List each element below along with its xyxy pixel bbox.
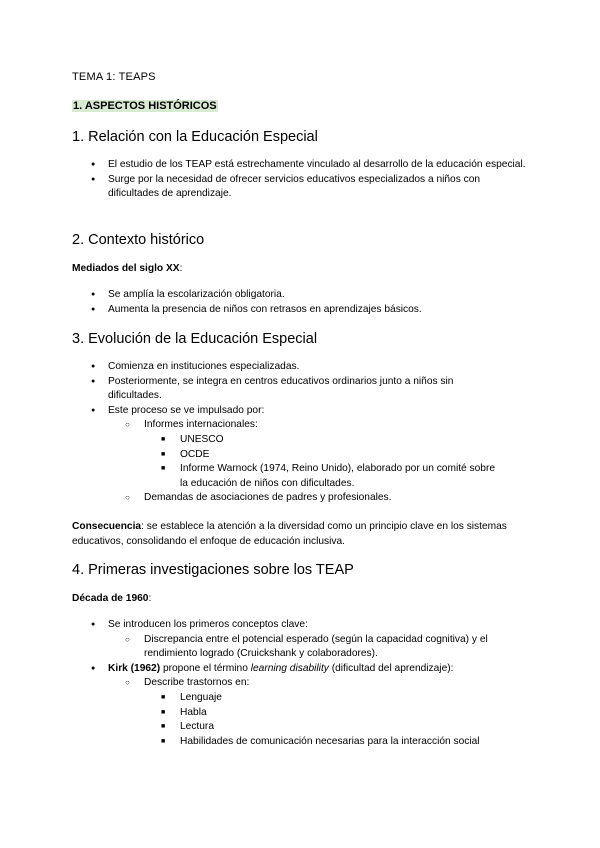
list-section-1 — [108, 158, 528, 202]
list-item-text: Posteriormente, se integra en centros educativos ordinarios junto a niños sin dificultades. — [108, 375, 454, 402]
sublist — [108, 676, 528, 749]
kirk-label: Kirk (1962) — [108, 662, 161, 674]
list-item — [108, 404, 498, 506]
subheading-2: Mediados del siglo XX: — [72, 263, 183, 274]
list-item — [108, 375, 498, 404]
sublist-item-text: Informes internacionales: — [144, 419, 258, 431]
list-item-text: Este proceso se ve impulsado por: — [108, 404, 265, 416]
sub-sublist-item: ■ Lenguaje — [180, 691, 528, 706]
list-item — [108, 662, 528, 750]
list-item — [108, 618, 528, 662]
sub-sublist-item: ■ UNESCO — [180, 433, 498, 448]
sub-sublist-item: ■ Informe Warnock (1974, Reino Unido), elaborado por un comité sobre la educación de niños con dificultades. — [180, 462, 498, 491]
subheading-4: Década de 1960: — [72, 593, 152, 604]
list-item: ● Aumenta la presencia de niños con retrasos en aprendizajes básicos. — [108, 303, 528, 318]
kirk-text-pre: propone el término — [160, 662, 251, 674]
list-item-text: Se introducen los primeros conceptos clave: — [108, 619, 308, 630]
sublist — [108, 418, 498, 506]
sublist-item-text: Describe trastornos en: — [144, 677, 250, 689]
list-item: ● Surge por la necesidad de ofrecer servicios educativos especializados a niños con dificultades de aprendizaje. — [108, 173, 528, 202]
list-item: ● El estudio de los TEAP está estrechamente vinculado al desarrollo de la educación especial. — [108, 158, 528, 173]
sub-sublist-item: ■ Habilidades de comunicación necesarias para la interacción social — [180, 735, 528, 750]
list-section-4 — [108, 618, 528, 749]
list-item-text: Comienza en instituciones especializadas. — [108, 361, 300, 372]
sublist-item — [144, 676, 528, 749]
sublist — [108, 633, 528, 662]
heading-2: 2. Contexto histórico — [72, 232, 205, 248]
sublist-item — [144, 491, 498, 506]
kirk-text-post: (dificultad del aprendizaje): — [328, 662, 454, 674]
sublist-item: ○ Discrepancia entre el potencial esperado (según la capacidad cognitiva) y el rendimiento logrado (Cruickshank y colaboradores). — [144, 633, 528, 662]
consecuencia-text: : se establece la atención a la diversidad como un principio clave en los sistemas educativos, consolidando el enfoque de educación inclusiva. — [72, 521, 507, 547]
doc-title: TEMA 1: TEAPS — [72, 71, 156, 83]
sublist-item-text: Demandas de asociaciones de padres y profesionales. — [144, 492, 392, 504]
heading-4: 4. Primeras investigaciones sobre los TEAP — [72, 562, 354, 578]
sub-sublist-item: ■ OCDE — [180, 448, 498, 463]
sub-sublist — [144, 433, 498, 491]
list-section-3 — [108, 360, 498, 506]
list-section-2 — [108, 288, 528, 317]
sublist-item — [144, 418, 498, 491]
sub-sublist — [144, 691, 528, 749]
consecuencia-label: Consecuencia — [72, 521, 142, 532]
heading-3: 3. Evolución de la Educación Especial — [72, 331, 318, 347]
heading-1: 1. Relación con la Educación Especial — [72, 129, 318, 145]
consecuencia-paragraph — [72, 519, 532, 549]
subheading-2-label: Mediados del siglo XX — [72, 263, 180, 274]
list-item — [108, 360, 498, 375]
list-item: ● Se amplía la escolarización obligatoria. — [108, 288, 528, 303]
sub-sublist-item: ■ Habla — [180, 706, 528, 721]
kirk-term: learning disability — [250, 662, 329, 674]
sub-sublist-item: ■ Lectura — [180, 720, 528, 735]
subheading-4-label: Década de 1960 — [72, 593, 149, 604]
section-title: 1. ASPECTOS HISTÓRICOS — [73, 100, 217, 112]
